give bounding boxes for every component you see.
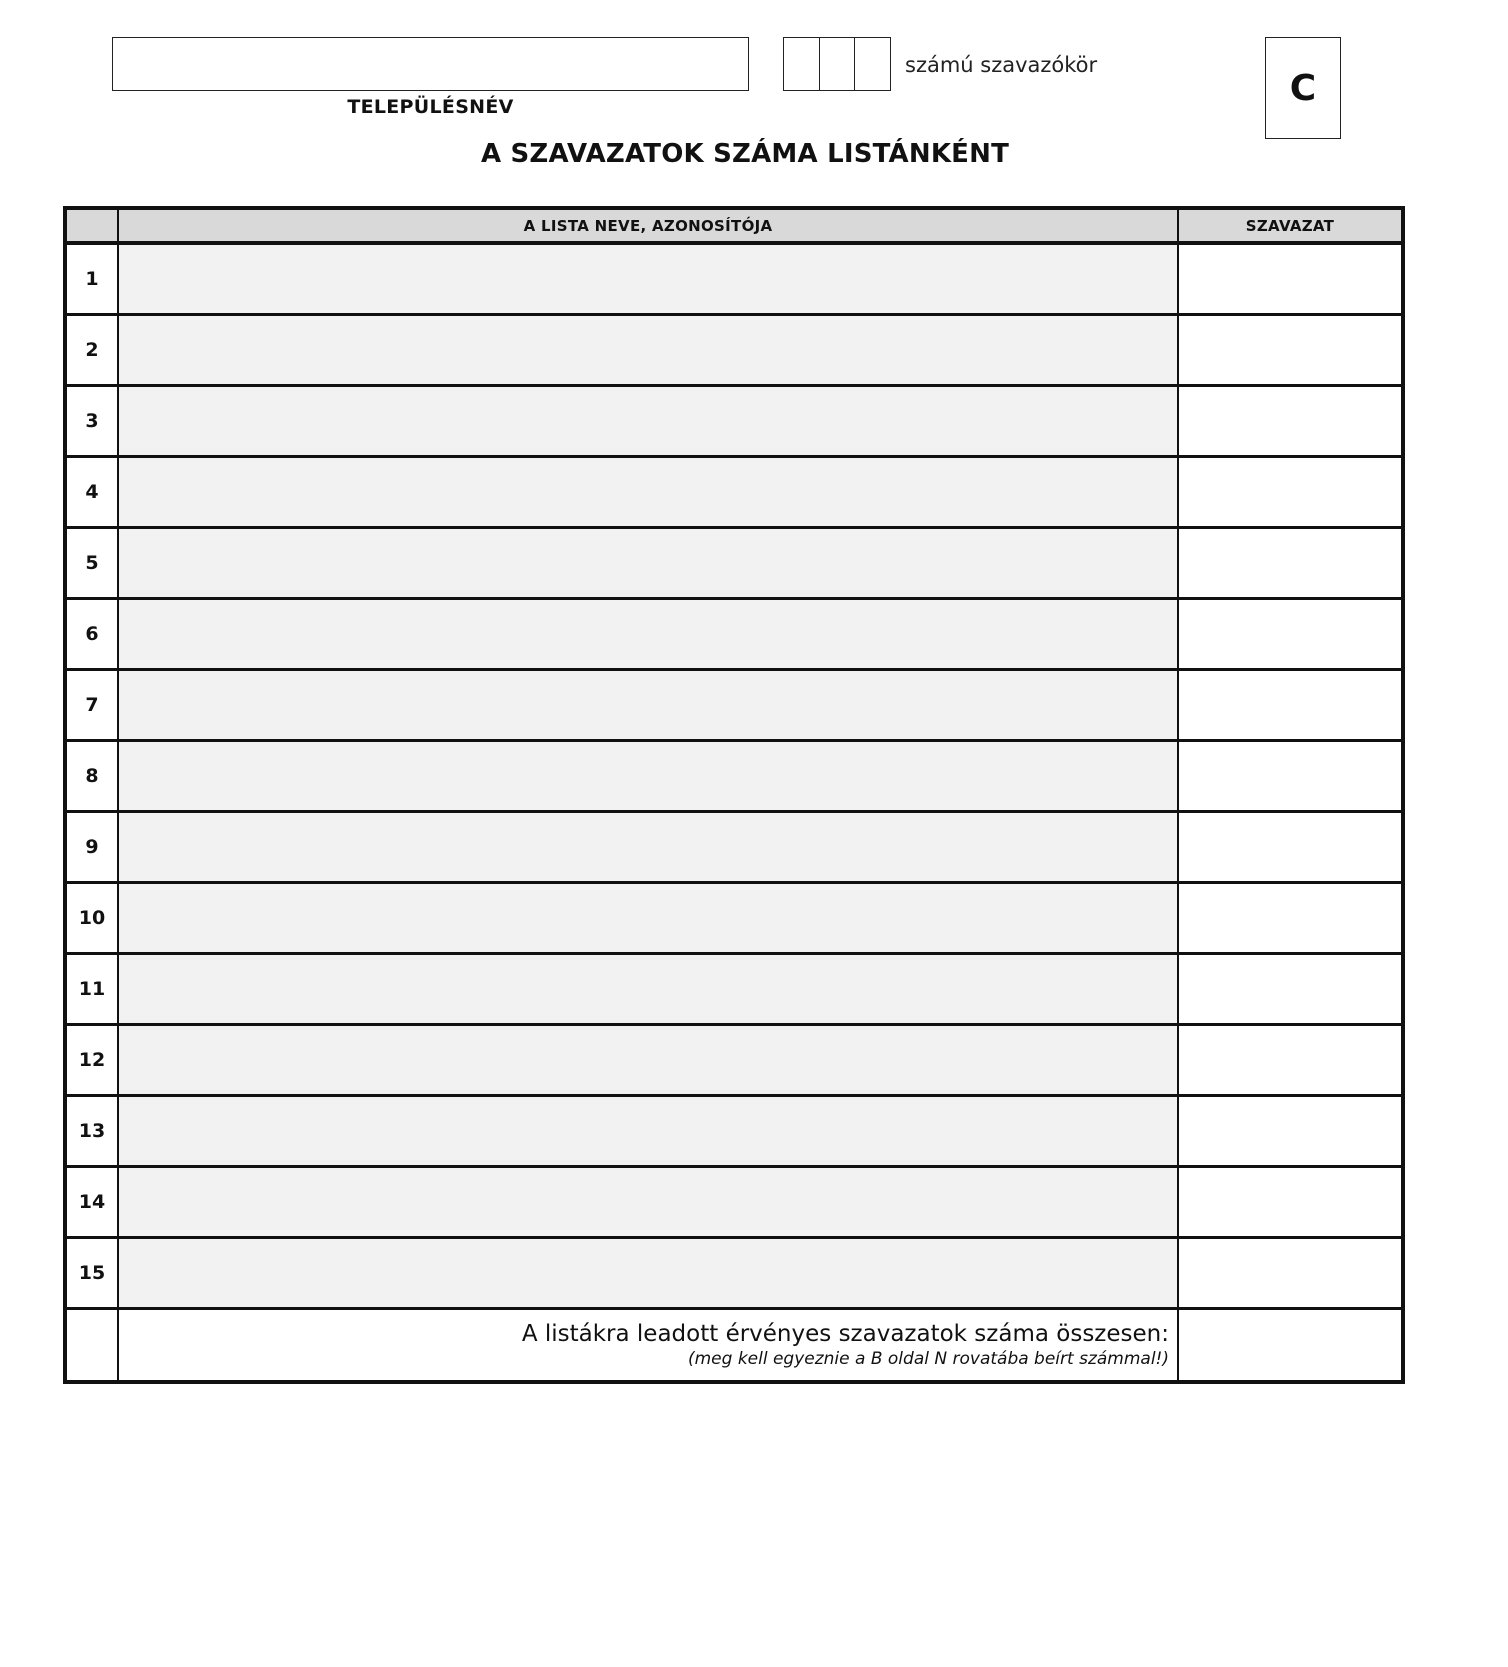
row-number: 1 — [65, 243, 118, 314]
total-note: (meg kell egyeznie a B oldal N rovatába beírt számmal!) — [687, 1348, 1169, 1369]
row-number: 10 — [65, 882, 118, 953]
row-number: 5 — [65, 527, 118, 598]
list-name-field[interactable] — [118, 456, 1178, 527]
list-name-field[interactable] — [118, 1166, 1178, 1237]
row-number: 3 — [65, 385, 118, 456]
list-name-field[interactable] — [118, 669, 1178, 740]
column-header-number — [65, 208, 118, 243]
table-row — [65, 1166, 1403, 1237]
votes-field[interactable] — [1178, 1237, 1403, 1308]
table-row — [65, 1095, 1403, 1166]
table-row — [65, 527, 1403, 598]
votes-field[interactable] — [1178, 598, 1403, 669]
row-number: 11 — [65, 953, 118, 1024]
votes-field[interactable] — [1178, 1024, 1403, 1095]
district-number-field[interactable] — [783, 37, 891, 91]
list-name-field[interactable] — [118, 527, 1178, 598]
table-row — [65, 953, 1403, 1024]
column-header-votes: SZAVAZAT — [1178, 208, 1403, 243]
votes-field[interactable] — [1178, 527, 1403, 598]
votes-field[interactable] — [1178, 456, 1403, 527]
votes-field[interactable] — [1178, 669, 1403, 740]
table-row — [65, 456, 1403, 527]
table-header-row — [65, 208, 1403, 243]
total-number-cell — [65, 1308, 118, 1382]
votes-table — [63, 206, 1405, 1384]
row-number: 7 — [65, 669, 118, 740]
district-label: számú szavazókör — [905, 53, 1098, 77]
list-name-field[interactable] — [118, 740, 1178, 811]
list-name-field[interactable] — [118, 598, 1178, 669]
table-row — [65, 882, 1403, 953]
total-label: A listákra leadott érvényes szavazatok száma összesen: — [521, 1320, 1169, 1347]
table-row — [65, 669, 1403, 740]
row-number: 2 — [65, 314, 118, 385]
row-number: 4 — [65, 456, 118, 527]
list-name-field[interactable] — [118, 385, 1178, 456]
district-digit-3[interactable] — [855, 38, 890, 90]
table-row — [65, 598, 1403, 669]
list-name-field[interactable] — [118, 243, 1178, 314]
row-number: 13 — [65, 1095, 118, 1166]
total-row — [65, 1308, 1403, 1382]
list-name-field[interactable] — [118, 314, 1178, 385]
table-row — [65, 385, 1403, 456]
table-row — [65, 314, 1403, 385]
list-name-field[interactable] — [118, 1095, 1178, 1166]
votes-field[interactable] — [1178, 385, 1403, 456]
district-digit-2[interactable] — [820, 38, 856, 90]
table-row — [65, 243, 1403, 314]
votes-field[interactable] — [1178, 882, 1403, 953]
votes-field[interactable] — [1178, 740, 1403, 811]
total-label-cell — [118, 1308, 1178, 1382]
total-votes-field[interactable] — [1178, 1308, 1403, 1382]
list-name-field[interactable] — [118, 811, 1178, 882]
table-row — [65, 1237, 1403, 1308]
votes-field[interactable] — [1178, 1166, 1403, 1237]
row-number: 6 — [65, 598, 118, 669]
district-digit-1[interactable] — [784, 38, 820, 90]
list-name-field[interactable] — [118, 1024, 1178, 1095]
row-number: 9 — [65, 811, 118, 882]
votes-field[interactable] — [1178, 243, 1403, 314]
page-title: A SZAVAZATOK SZÁMA LISTÁNKÉNT — [480, 139, 1010, 169]
list-name-field[interactable] — [118, 882, 1178, 953]
form-letter-badge: C — [1265, 37, 1341, 139]
votes-field[interactable] — [1178, 811, 1403, 882]
list-name-field[interactable] — [118, 1237, 1178, 1308]
list-name-field[interactable] — [118, 953, 1178, 1024]
table-row — [65, 740, 1403, 811]
town-name-label: TELEPÜLÉSNÉV — [347, 96, 514, 118]
row-number: 12 — [65, 1024, 118, 1095]
town-name-field[interactable] — [112, 37, 749, 91]
row-number: 15 — [65, 1237, 118, 1308]
row-number: 8 — [65, 740, 118, 811]
votes-field[interactable] — [1178, 1095, 1403, 1166]
table-row — [65, 811, 1403, 882]
table-row — [65, 1024, 1403, 1095]
row-number: 14 — [65, 1166, 118, 1237]
votes-field[interactable] — [1178, 314, 1403, 385]
column-header-list-name: A LISTA NEVE, AZONOSÍTÓJA — [118, 208, 1178, 243]
votes-field[interactable] — [1178, 953, 1403, 1024]
